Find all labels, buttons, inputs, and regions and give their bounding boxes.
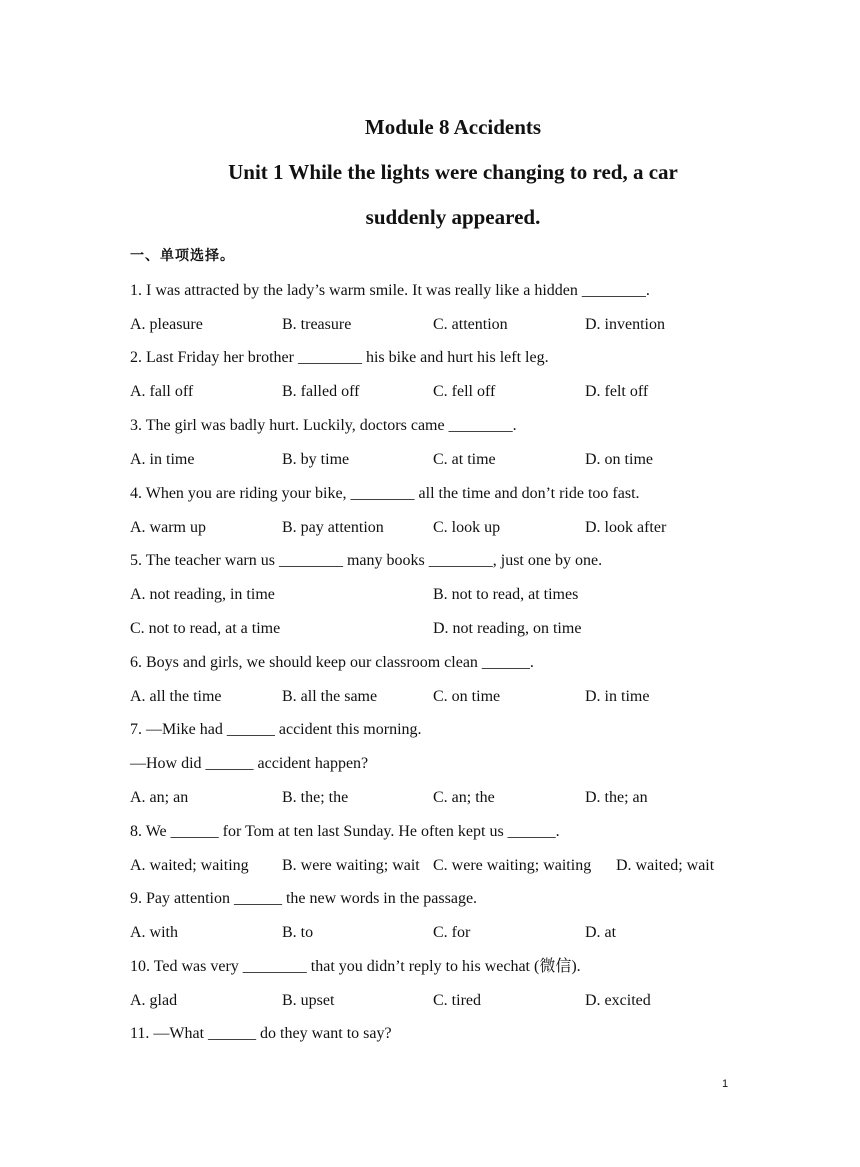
q7-option-c: C. an; the xyxy=(433,789,495,806)
q9-option-d: D. at xyxy=(585,924,617,941)
q7-option-b: B. the; the xyxy=(282,789,349,806)
q4-option-a: A. warm up xyxy=(130,519,206,536)
q2-option-a: A. fall off xyxy=(130,383,194,400)
q2-option-b: B. falled off xyxy=(282,383,360,400)
question-1: 1. I was attracted by the lady’s warm smile. It was really like a hidden ________. xyxy=(130,282,650,299)
q9-option-b: B. to xyxy=(282,924,314,941)
q6-option-b: B. all the same xyxy=(282,688,378,705)
q6-option-c: C. on time xyxy=(433,688,501,705)
q2-option-d: D. felt off xyxy=(585,383,649,400)
q4-option-c: C. look up xyxy=(433,519,501,536)
q5-option-b: B. not to read, at times xyxy=(433,586,579,603)
question-8: 8. We ______ for Tom at ten last Sunday. He often kept us ______. xyxy=(130,823,560,840)
q10-option-b: B. upset xyxy=(282,992,335,1009)
q1-option-d: D. invention xyxy=(585,316,665,333)
question-4: 4. When you are riding your bike, ________ all the time and don’t ride too fast. xyxy=(130,485,640,502)
q5-option-d: D. not reading, on time xyxy=(433,620,582,637)
question-3: 3. The girl was badly hurt. Luckily, doctors came ________. xyxy=(130,417,517,434)
q4-option-d: D. look after xyxy=(585,519,667,536)
q5-option-c: C. not to read, at a time xyxy=(130,620,281,637)
question-9: 9. Pay attention ______ the new words in the passage. xyxy=(130,890,478,907)
page-number: 1 xyxy=(722,1078,729,1090)
q4-option-b: B. pay attention xyxy=(282,519,384,536)
q3-option-c: C. at time xyxy=(433,451,496,468)
q3-option-a: A. in time xyxy=(130,451,195,468)
q10-option-d: D. excited xyxy=(585,992,651,1009)
q7-option-a: A. an; an xyxy=(130,789,189,806)
section-heading: 一、单项选择。 xyxy=(130,248,235,264)
question-11: 11. —What ______ do they want to say? xyxy=(130,1025,392,1042)
q1-option-b: B. treasure xyxy=(282,316,352,333)
q1-option-c: C. attention xyxy=(433,316,508,333)
question-7-reply: —How did ______ accident happen? xyxy=(130,755,369,772)
q9-option-c: C. for xyxy=(433,924,471,941)
q10-option-a: A. glad xyxy=(130,992,178,1009)
unit-title-line-1: Unit 1 While the lights were changing to red, a car xyxy=(228,160,678,184)
q8-option-b: B. were waiting; wait xyxy=(282,857,420,874)
module-title: Module 8 Accidents xyxy=(364,115,542,139)
q5-option-a: A. not reading, in time xyxy=(130,586,275,603)
question-7: 7. —Mike had ______ accident this morning. xyxy=(130,721,422,738)
question-2: 2. Last Friday her brother ________ his bike and hurt his left leg. xyxy=(130,349,549,366)
q3-option-b: B. by time xyxy=(282,451,350,468)
question-5: 5. The teacher warn us ________ many books ________, just one by one. xyxy=(130,552,603,569)
q10-option-c: C. tired xyxy=(433,992,481,1009)
q7-option-d: D. the; an xyxy=(585,789,648,806)
q3-option-d: D. on time xyxy=(585,451,653,468)
q1-option-a: A. pleasure xyxy=(130,316,203,333)
q8-option-c: C. were waiting; waiting xyxy=(433,857,592,874)
q6-option-a: A. all the time xyxy=(130,688,222,705)
q6-option-d: D. in time xyxy=(585,688,650,705)
q8-option-a: A. waited; waiting xyxy=(130,857,249,874)
q9-option-a: A. with xyxy=(130,924,178,941)
unit-title-line-2: suddenly appeared. xyxy=(365,205,541,229)
q2-option-c: C. fell off xyxy=(433,383,496,400)
question-10: 10. Ted was very ________ that you didn’t reply to his wechat (微信). xyxy=(130,958,581,975)
q8-option-d: D. waited; wait xyxy=(616,857,715,874)
question-6: 6. Boys and girls, we should keep our classroom clean ______. xyxy=(130,654,534,671)
